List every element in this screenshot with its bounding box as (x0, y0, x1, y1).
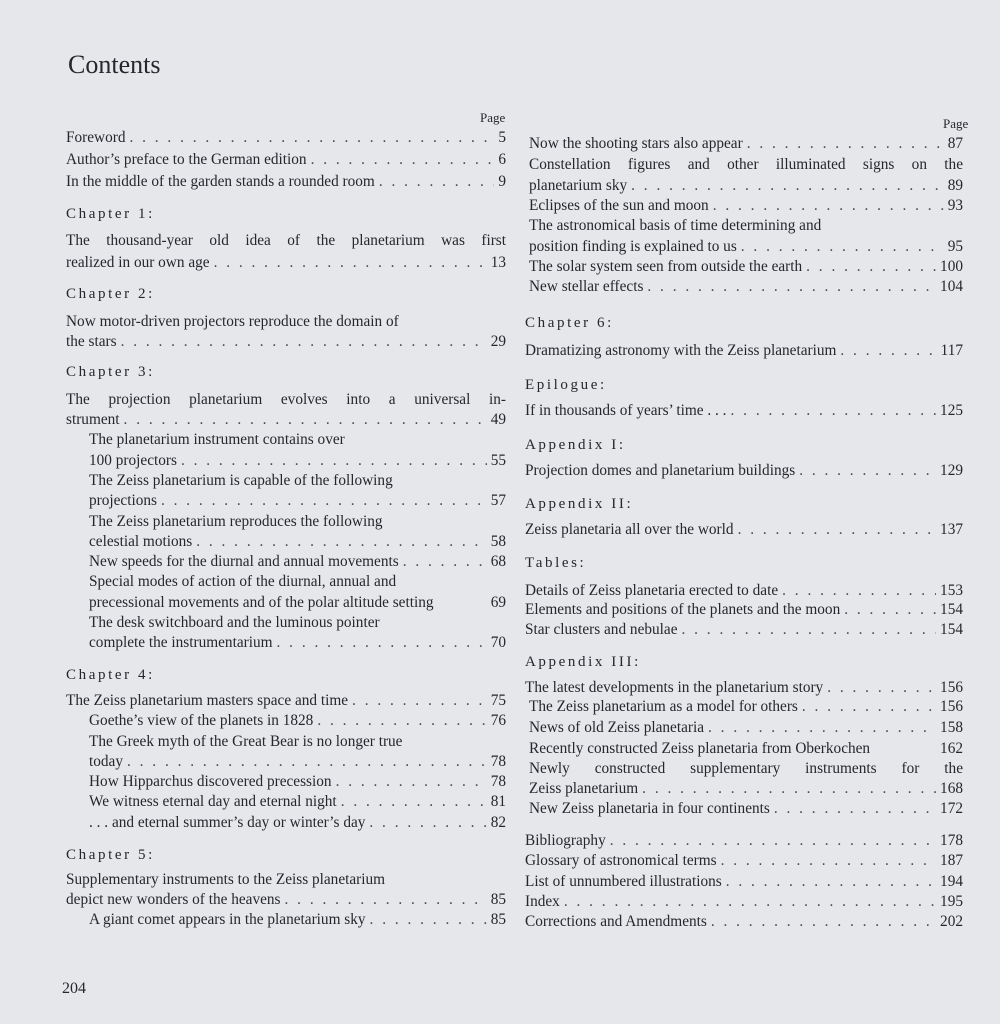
toc-entry-title: depict new wonders of the heavens (66, 891, 281, 908)
toc-entry-title: Goethe’s view of the planets in 1828 (89, 712, 314, 729)
dot-leader (610, 831, 936, 851)
toc-page-number: 194 (940, 873, 963, 890)
dot-leader (285, 890, 487, 910)
toc-page-number: 70 (490, 634, 506, 651)
toc-entry-title: Zeiss planetaria all over the world (525, 521, 734, 538)
toc-page-number: 100 (940, 258, 963, 275)
chapter-heading: Chapter 6: (525, 315, 614, 331)
chapter-heading: Chapter 1: (66, 206, 155, 222)
toc-entry (529, 176, 963, 196)
toc-page-number: 93 (947, 197, 963, 214)
toc-entry (89, 451, 506, 471)
toc-page-number: 104 (940, 278, 963, 295)
toc-page-number: 89 (947, 177, 963, 194)
toc-entry (529, 134, 963, 154)
toc-entry-title: 100 projectors (89, 452, 177, 469)
toc-page-number: 154 (940, 621, 963, 638)
toc-entry (66, 890, 506, 910)
toc-entry-title: Recently constructed Zeiss planetaria from Oberkochen (529, 740, 871, 757)
toc-entry-title: today (89, 753, 123, 770)
toc-entry (525, 461, 963, 481)
toc-entry (529, 799, 963, 819)
toc-page-number: 58 (490, 533, 506, 550)
dot-leader (806, 257, 936, 277)
dot-leader (741, 237, 944, 257)
toc-entry-title: Bibliography (525, 832, 606, 849)
toc-entry (89, 772, 506, 792)
toc-entry-title: position finding is explained to us (529, 238, 737, 255)
toc-entry (66, 172, 506, 192)
toc-page-number: 55 (490, 452, 506, 469)
toc-page-number: 156 (940, 698, 963, 715)
dot-leader (196, 532, 486, 552)
dot-leader (844, 600, 936, 620)
toc-page-number: 13 (490, 254, 506, 271)
toc-entry-title: If in thousands of years’ time . . . (525, 402, 727, 419)
toc-entry-title: projections (89, 492, 157, 509)
toc-entry (525, 600, 963, 620)
toc-entry-line: The thousand-year old idea of the planetarium was first (66, 232, 506, 249)
chapter-heading: Chapter 2: (66, 286, 155, 302)
toc-page-number: 95 (947, 238, 963, 255)
toc-entry (529, 697, 963, 717)
dot-leader (747, 134, 944, 154)
toc-page-number: 153 (940, 582, 963, 599)
dot-leader (403, 552, 487, 572)
dot-leader (311, 150, 495, 170)
toc-entry (89, 752, 506, 772)
toc-entry-title: Now the shooting stars also appear (529, 135, 743, 152)
toc-page-number: 168 (940, 780, 963, 797)
dot-leader (782, 581, 936, 601)
toc-entry-title: realized in our own age (66, 254, 210, 271)
chapter-heading: Chapter 5: (66, 847, 155, 863)
toc-page-number: 178 (940, 832, 963, 849)
toc-entry-line: The projection planetarium evolves into a universal in- (66, 391, 506, 408)
toc-page-number: 117 (940, 342, 963, 359)
toc-entry (66, 691, 506, 711)
toc-entry-title: Author’s preface to the German edition (66, 151, 307, 168)
toc-entry-line: Newly constructed supplementary instruments for the (529, 760, 963, 777)
dot-leader (121, 332, 487, 352)
dot-leader (124, 410, 487, 430)
toc-page-number: 87 (947, 135, 963, 152)
toc-entry-line: The planetarium instrument contains over (89, 431, 345, 448)
toc-entry-title: Foreword (66, 129, 126, 146)
toc-entry-title: How Hipparchus discovered precession (89, 773, 332, 790)
toc-entry-title: Dramatizing astronomy with the Zeiss planetarium (525, 342, 837, 359)
toc-entry (525, 520, 963, 540)
dot-leader (336, 772, 487, 792)
toc-page-number: 81 (490, 793, 506, 810)
toc-entry-line: The desk switchboard and the luminous pointer (89, 614, 380, 631)
toc-entry-title: complete the instrumentarium (89, 634, 273, 651)
toc-page-number: 9 (498, 173, 506, 190)
dot-leader (802, 697, 936, 717)
toc-entry (525, 401, 963, 421)
toc-entry (525, 872, 963, 892)
toc-page-number: 75 (490, 692, 506, 709)
toc-page-number: 78 (490, 773, 506, 790)
dot-leader (127, 752, 487, 772)
toc-entry (89, 813, 506, 833)
dot-leader (341, 792, 487, 812)
toc-page-number: 158 (940, 719, 963, 736)
toc-page-number: 69 (490, 594, 506, 611)
chapter-heading: Chapter 4: (66, 667, 155, 683)
toc-entry-title: We witness eternal day and eternal night (89, 793, 337, 810)
toc-entry (525, 892, 963, 912)
dot-leader (799, 461, 936, 481)
toc-entry-title: Glossary of astronomical terms (525, 852, 717, 869)
chapter-heading: Appendix II: (525, 496, 634, 512)
dot-leader (647, 277, 936, 297)
toc-entry (89, 593, 506, 613)
toc-entry (66, 332, 506, 352)
toc-entry-title: Corrections and Amendments (525, 913, 707, 930)
toc-entry (66, 128, 506, 148)
toc-entry (89, 711, 506, 731)
chapter-heading: Appendix III: (525, 654, 641, 670)
toc-entry-line: The Greek myth of the Great Bear is no longer true (89, 733, 403, 750)
toc-page-number: 49 (490, 411, 506, 428)
toc-page-number: 82 (490, 814, 506, 831)
dot-leader (352, 691, 487, 711)
toc-entry-title: Details of Zeiss planetaria erected to date (525, 582, 779, 599)
page-title: Contents (68, 50, 161, 79)
toc-entry (89, 532, 506, 552)
chapter-heading: Appendix I: (525, 437, 626, 453)
dot-leader (214, 253, 487, 273)
toc-page-number: 202 (940, 913, 963, 930)
dot-leader (161, 491, 487, 511)
toc-entry-title: Projection domes and planetarium buildings (525, 462, 796, 479)
toc-entry (529, 257, 963, 277)
toc-entry-title: The Zeiss planetarium as a model for others (529, 698, 798, 715)
page-column-label-left: Page (480, 110, 506, 125)
toc-entry-title: Eclipses of the sun and moon (529, 197, 709, 214)
toc-entry-title: New stellar effects (529, 278, 644, 295)
toc-entry-title: precessional movements and of the polar altitude setting (89, 594, 434, 611)
toc-entry-line: The Zeiss planetarium is capable of the following (89, 472, 393, 489)
toc-entry-title: planetarium sky (529, 177, 628, 194)
toc-entry-title: Index (525, 893, 560, 910)
toc-entry (529, 718, 963, 738)
toc-entry (89, 633, 506, 653)
toc-entry-title: Zeiss planetarium (529, 780, 639, 797)
chapter-heading: Tables: (525, 555, 587, 571)
toc-entry-line: Now motor-driven projectors reproduce the domain of (66, 313, 399, 330)
dot-leader (682, 620, 937, 640)
dot-leader (642, 779, 936, 799)
toc-entry-title: New Zeiss planetaria in four continents (529, 800, 770, 817)
toc-page-number: 5 (498, 129, 506, 146)
toc-entry-title: The Zeiss planetarium masters space and time (66, 692, 349, 709)
toc-entry (529, 739, 963, 759)
toc-entry-title: The latest developments in the planetarium story (525, 679, 824, 696)
toc-entry-title: the stars (66, 333, 117, 350)
toc-page-number: 76 (490, 712, 506, 729)
toc-entry-line: Special modes of action of the diurnal, annual and (89, 573, 397, 590)
dot-leader (721, 851, 936, 871)
toc-entry-title: celestial motions (89, 533, 193, 550)
toc-page-number: 137 (940, 521, 963, 538)
dot-leader (738, 520, 936, 540)
dot-leader (840, 341, 936, 361)
chapter-heading: Chapter 3: (66, 364, 155, 380)
toc-entry (66, 150, 506, 170)
dot-leader (713, 196, 944, 216)
toc-entry-line: Constellation figures and other illuminated signs on the (529, 156, 963, 173)
dot-leader (129, 128, 494, 148)
dot-leader (564, 892, 936, 912)
toc-page-number: 29 (490, 333, 506, 350)
dot-leader (708, 718, 936, 738)
dot-leader (379, 172, 495, 192)
toc-entry-line: Supplementary instruments to the Zeiss planetarium (66, 871, 386, 888)
toc-entry (89, 491, 506, 511)
toc-entry (525, 851, 963, 871)
chapter-heading: Epilogue: (525, 377, 607, 393)
toc-entry (89, 552, 506, 572)
toc-entry-title: The solar system seen from outside the earth (529, 258, 803, 275)
toc-entry (529, 237, 963, 257)
toc-page-number: 125 (940, 402, 963, 419)
toc-page-number: 172 (940, 800, 963, 817)
toc-entry (525, 912, 963, 932)
toc-page-number: 195 (940, 893, 963, 910)
toc-entry-title: A giant comet appears in the planetarium sky (89, 911, 366, 928)
toc-entry (66, 253, 506, 273)
toc-page-number: 156 (940, 679, 963, 696)
dot-leader (827, 678, 936, 698)
toc-page-number: 154 (940, 601, 963, 618)
toc-entry (525, 831, 963, 851)
toc-page-number: 57 (490, 492, 506, 509)
dot-leader (370, 910, 487, 930)
toc-entry (529, 196, 963, 216)
dot-leader (774, 799, 936, 819)
toc-entry-line: The Zeiss planetarium reproduces the following (89, 513, 383, 530)
toc-entry (525, 581, 963, 601)
toc-entry (89, 910, 506, 930)
toc-entry-title: New speeds for the diurnal and annual movements (89, 553, 399, 570)
toc-page-number: 85 (490, 911, 506, 928)
toc-page-number: 187 (940, 852, 963, 869)
toc-entry (525, 620, 963, 640)
toc-entry-title: . . . and eternal summer’s day or winter’s day (89, 814, 366, 831)
dot-leader (181, 451, 487, 471)
toc-entry (529, 779, 963, 799)
toc-entry-title: In the middle of the garden stands a rounded room (66, 173, 375, 190)
dot-leader (631, 176, 944, 196)
dot-leader (711, 912, 936, 932)
toc-page-number: 68 (490, 553, 506, 570)
toc-entry-line: The astronomical basis of time determining and (529, 217, 822, 234)
dot-leader (731, 401, 937, 421)
toc-entry-title: News of old Zeiss planetaria (529, 719, 705, 736)
toc-page-number: 129 (940, 462, 963, 479)
toc-page-number: 78 (490, 753, 506, 770)
toc-page-number: 6 (498, 151, 506, 168)
dot-leader (369, 813, 486, 833)
toc-entry-title: Elements and positions of the planets and the moon (525, 601, 841, 618)
page-column-label-right: Page (943, 116, 969, 131)
dot-leader (726, 872, 936, 892)
dot-leader (277, 633, 487, 653)
dot-leader (317, 711, 486, 731)
toc-entry (529, 277, 963, 297)
toc-entry (89, 792, 506, 812)
toc-entry-title: strument (66, 411, 120, 428)
toc-page-number: 162 (940, 740, 963, 757)
toc-entry (525, 678, 963, 698)
toc-entry (525, 341, 963, 361)
toc-entry-title: List of unnumbered illustrations (525, 873, 722, 890)
toc-entry (66, 410, 506, 430)
page-number: 204 (62, 980, 86, 997)
toc-entry-title: Star clusters and nebulae (525, 621, 678, 638)
toc-page-number: 85 (490, 891, 506, 908)
